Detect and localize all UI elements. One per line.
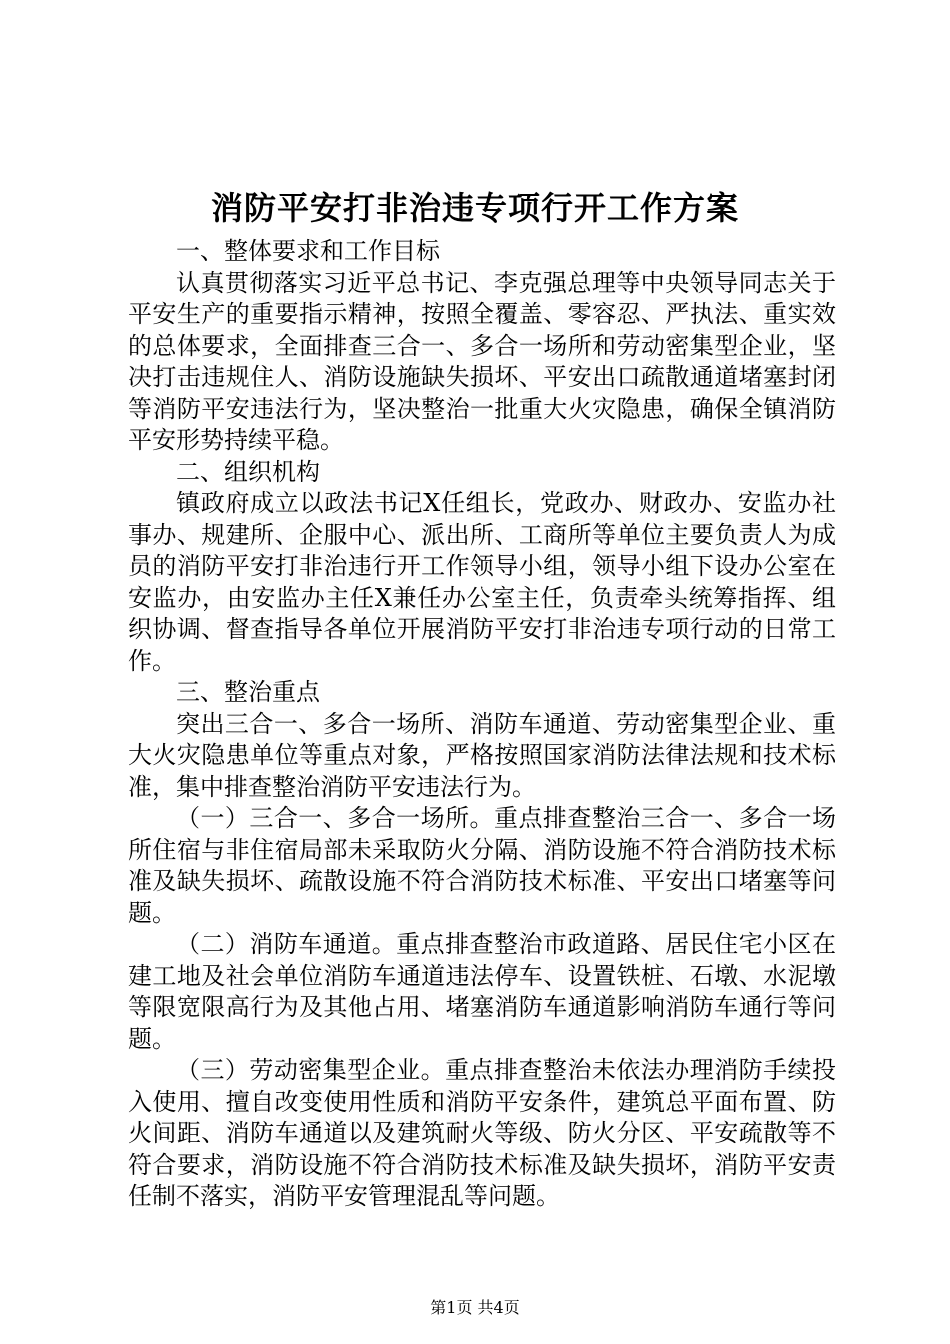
paragraph-item-1: （一）三合一、多合一场所。重点排查整治三合一、多合一场所住宿与非住宿局部未采取防火分隔、消防设施不符合消防技术标准及缺失损坏、疏散设施不符合消防技术标准、平安出口堵塞等问题。 bbox=[128, 804, 836, 927]
section-heading-2: 二、组织机构 bbox=[176, 457, 320, 486]
paragraph-organization: 镇政府成立以政法书记X任组长，党政办、财政办、安监办社事办、规建所、企服中心、派出所、工商所等单位主要负责人为成员的消防平安打非治违行开工作领导小组，领导小组下设办公室在安监办，由安监办主任X兼任办公室主任，负责牵头统筹指挥、组织协调、督查指导各单位开展消防平安打非治违专项行动的日常工作。 bbox=[128, 489, 836, 675]
paragraph-item-2: （二）消防车通道。重点排查整治市政道路、居民住宅小区在建工地及社会单位消防车通道违法停车、设置铁桩、石墩、水泥墩等限宽限高行为及其他占用、堵塞消防车通道影响消防车通行等问题。 bbox=[128, 930, 836, 1053]
paragraph-item-3: （三）劳动密集型企业。重点排查整治未依法办理消防手续投入使用、擅自改变使用性质和消防平安条件，建筑总平面布置、防火间距、消防车通道以及建筑耐火等级、防火分区、平安疏散等不符合要求，消防设施不符合消防技术标准及缺失损坏，消防平安责任制不落实，消防平安管理混乱等问题。 bbox=[128, 1056, 836, 1210]
document-title: 消防平安打非治违专项行开工作方案 bbox=[210, 189, 739, 227]
section-heading-3: 三、整治重点 bbox=[176, 678, 320, 706]
paragraph-focus: 突出三合一、多合一场所、消防车通道、劳动密集型企业、重大火灾隐患单位等重点对象，严格按照国家消防法律法规和技术标准，集中排查整治消防平安违法行为。 bbox=[128, 709, 836, 801]
paragraph-goals: 认真贯彻落实习近平总书记、李克强总理等中央领导同志关于平安生产的重要指示精神，按照全覆盖、零容忍、严执法、重实效的总体要求，全面排查三合一、多合一场所和劳动密集型企业，坚决打击违规住人、消防设施缺失损坏、平安出口疏散通道堵塞封闭等消防平安违法行为，坚决整治一批重大火灾隐患，确保全镇消防平安形势持续平稳。 bbox=[128, 268, 836, 454]
section-heading-1: 一、整体要求和工作目标 bbox=[176, 237, 440, 265]
document-body bbox=[128, 236, 836, 1213]
page-footer: 第1页 共4页 bbox=[430, 1298, 520, 1317]
